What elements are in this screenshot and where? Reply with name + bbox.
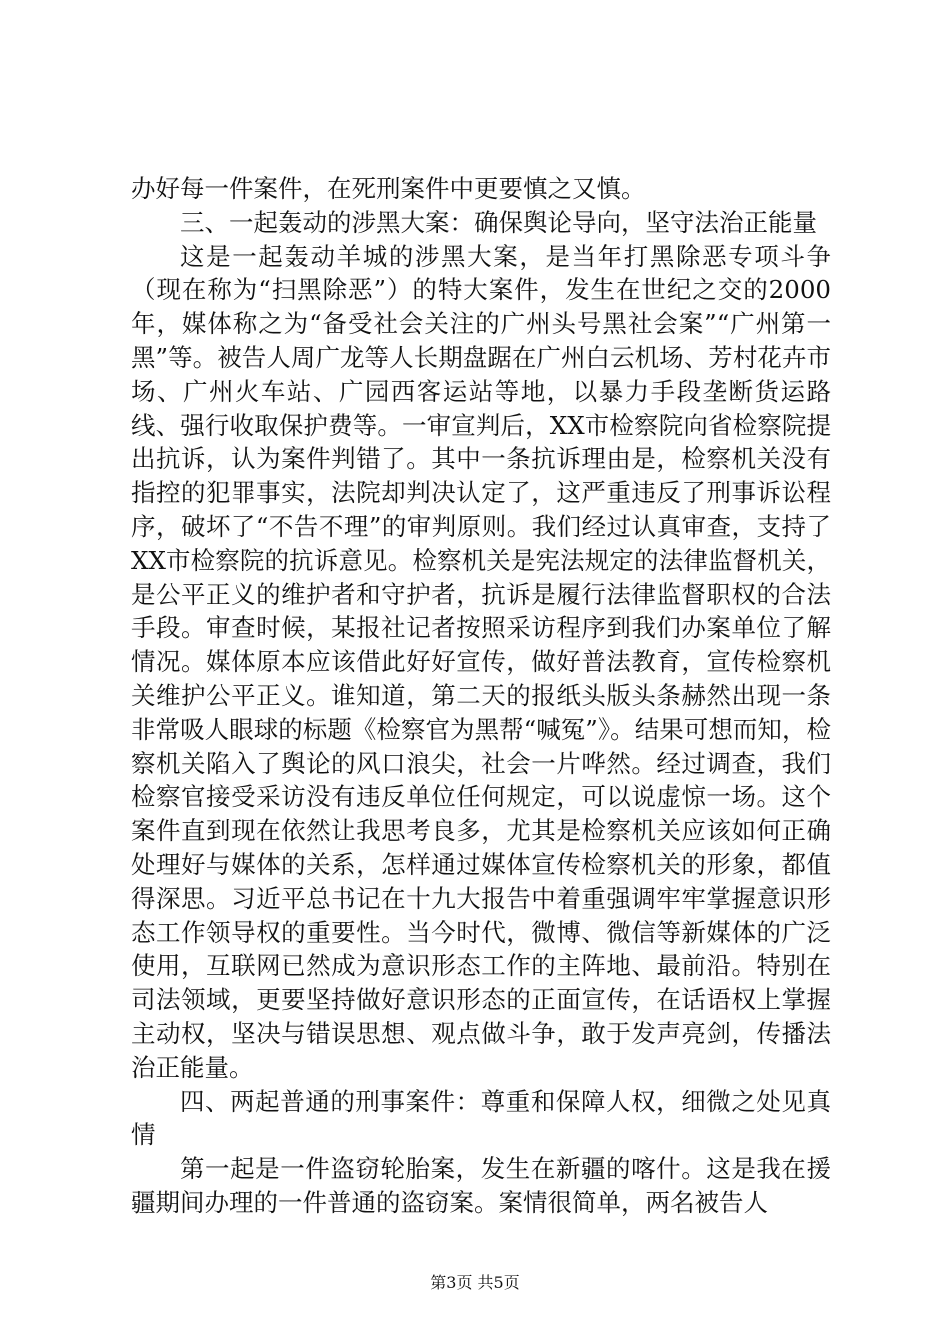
document-body (131, 172, 831, 1220)
section-heading-three: 三、一起轰动的涉黑大案：确保舆论导向，坚守法治正能量 (180, 207, 817, 237)
paragraph-theft-case: 第一起是一件盗窃轮胎案，发生在新疆的喀什。这是我在援疆期间办理的一件普通的盗窃案。案情很简单，两名被告人 (131, 1154, 831, 1217)
page-number-footer: 第3页 共5页 (430, 1273, 520, 1292)
paragraph-gang-case: 这是一起轰动羊城的涉黑大案，是当年打黑除恶专项斗争（现在称为“扫黑除恶”）的特大案件，发生在世纪之交的2000年，媒体称之为“备受社会关注的广州头号黑社会案”“广州第一黑”等。被告人周广龙等人长期盘踞在广州白云机场、芳村花卉市场、广州火车站、广园西客运站等地，以暴力手段垄断货运路线、强行收取保护费等。一审宣判后，XX市检察院向省检察院提出抗诉，认为案件判错了。其中一条抗诉理由是，检察机关没有指控的犯罪事实，法院却判决认定了，这严重违反了刑事诉讼程序，破坏了“不告不理”的审判原则。我们经过认真审查，支持了XX市检察院的抗诉意见。检察机关是宪法规定的法律监督机关，是公平正义的维护者和守护者，抗诉是履行法律监督职权的合法手段。审查时候，某报社记者按照采访程序到我们办案单位了解情况。媒体原本应该借此好好宣传，做好普法教育，宣传检察机关维护公平正义。谁知道，第二天的报纸头版头条赫然出现一条非常吸人眼球的标题《检察官为黑帮“喊冤”》。结果可想而知，检察机关陷入了舆论的风口浪尖，社会一片哗然。经过调查，我们检察官接受采访没有违反单位任何规定，可以说虚惊一场。这个案件直到现在依然让我思考良多，尤其是检察机关应该如何正确处理好与媒体的关系，怎样通过媒体宣传检察机关的形象，都值得深思。习近平总书记在十九大报告中着重强调牢牢掌握意识形态工作领导权的重要性。当今时代，微博、微信等新媒体的广泛使用，互联网已然成为意识形态工作的主阵地、最前沿。特别在司法领域，更要坚持做好意识形态的正面宣传，在话语权上掌握主动权，坚决与错误思想、观点做斗争，敢于发声亮剑，传播法治正能量。 (131, 241, 831, 1082)
paragraph-continuation: 办好每一件案件，在死刑案件中更要慎之又慎。 (131, 174, 646, 203)
section-heading-four: 四、两起普通的刑事案件：尊重和保障人权，细微之处见真情 (131, 1086, 831, 1150)
